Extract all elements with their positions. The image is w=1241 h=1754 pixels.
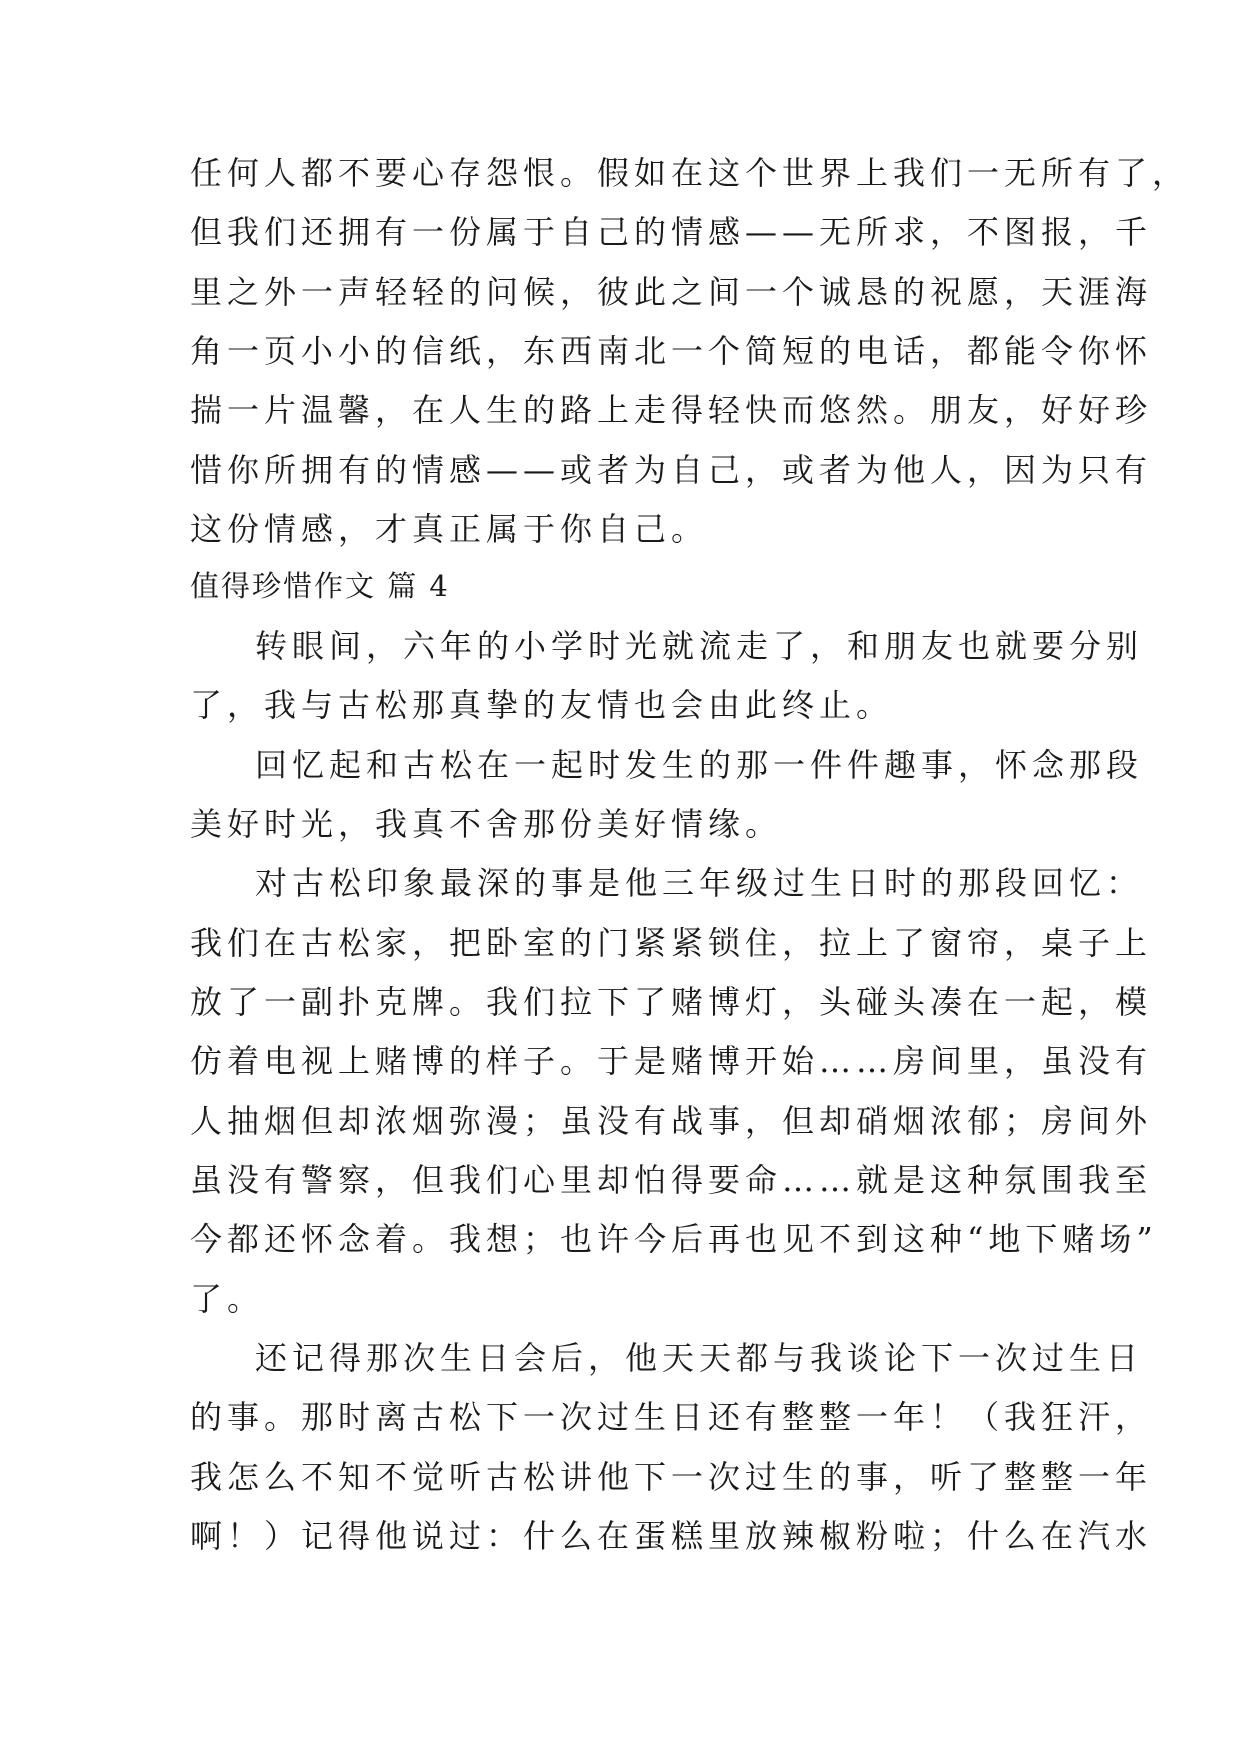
text-line: 了。 bbox=[190, 1280, 265, 1318]
text-line: 人抽烟但却浓烟弥漫；虽没有战事，但却硝烟浓郁；房间外 bbox=[190, 1102, 1153, 1140]
text-line: 对古松印象最深的事是他三年级过生日时的那段回忆： bbox=[255, 864, 1144, 902]
text-line: 美好时光，我真不舍那份美好情缘。 bbox=[190, 805, 783, 843]
text-line: 还记得那次生日会后，他天天都与我谈论下一次过生日 bbox=[255, 1339, 1144, 1377]
section-heading: 值得珍惜作文 篇 4 bbox=[190, 569, 450, 603]
text-line: 任何人都不要心存怨恨。假如在这个世界上我们一无所有了， bbox=[190, 154, 1190, 192]
text-line: 转眼间，六年的小学时光就流走了，和朋友也就要分别 bbox=[255, 627, 1144, 665]
text-line: 了，我与古松那真挚的友情也会由此终止。 bbox=[190, 686, 894, 724]
text-line: 角一页小小的信纸，东西南北一个简短的电话，都能令你怀 bbox=[190, 332, 1153, 370]
text-line: 的事。那时离古松下一次过生日还有整整一年！（我狂汗， bbox=[190, 1398, 1153, 1436]
text-line: 里之外一声轻轻的问候，彼此之间一个诚恳的祝愿，天涯海 bbox=[190, 273, 1153, 311]
text-line: 放了一副扑克牌。我们拉下了赌博灯，头碰头凑在一起，模 bbox=[190, 983, 1153, 1021]
text-line: 回忆起和古松在一起时发生的那一件件趣事，怀念那段 bbox=[255, 746, 1144, 784]
text-line: 惜你所拥有的情感——或者为自己，或者为他人，因为只有 bbox=[190, 451, 1153, 489]
text-line: 虽没有警察，但我们心里却怕得要命……就是这种氛围我至 bbox=[190, 1161, 1153, 1199]
text-line: 啊！）记得他说过：什么在蛋糕里放辣椒粉啦；什么在汽水 bbox=[190, 1517, 1153, 1555]
text-line: 今都还怀念着。我想；也许今后再也见不到这种“地下赌场” bbox=[190, 1220, 1158, 1258]
text-line: 仿着电视上赌博的样子。于是赌博开始……房间里，虽没有 bbox=[190, 1042, 1153, 1080]
text-line: 这份情感，才真正属于你自己。 bbox=[190, 510, 709, 548]
text-line: 我们在古松家，把卧室的门紧紧锁住，拉上了窗帘，桌子上 bbox=[190, 924, 1153, 962]
text-line: 但我们还拥有一份属于自己的情感——无所求，不图报，千 bbox=[190, 213, 1153, 251]
text-line: 揣一片温馨，在人生的路上走得轻快而悠然。朋友，好好珍 bbox=[190, 391, 1153, 429]
text-line: 我怎么不知不觉听古松讲他下一次过生的事，听了整整一年 bbox=[190, 1458, 1153, 1496]
